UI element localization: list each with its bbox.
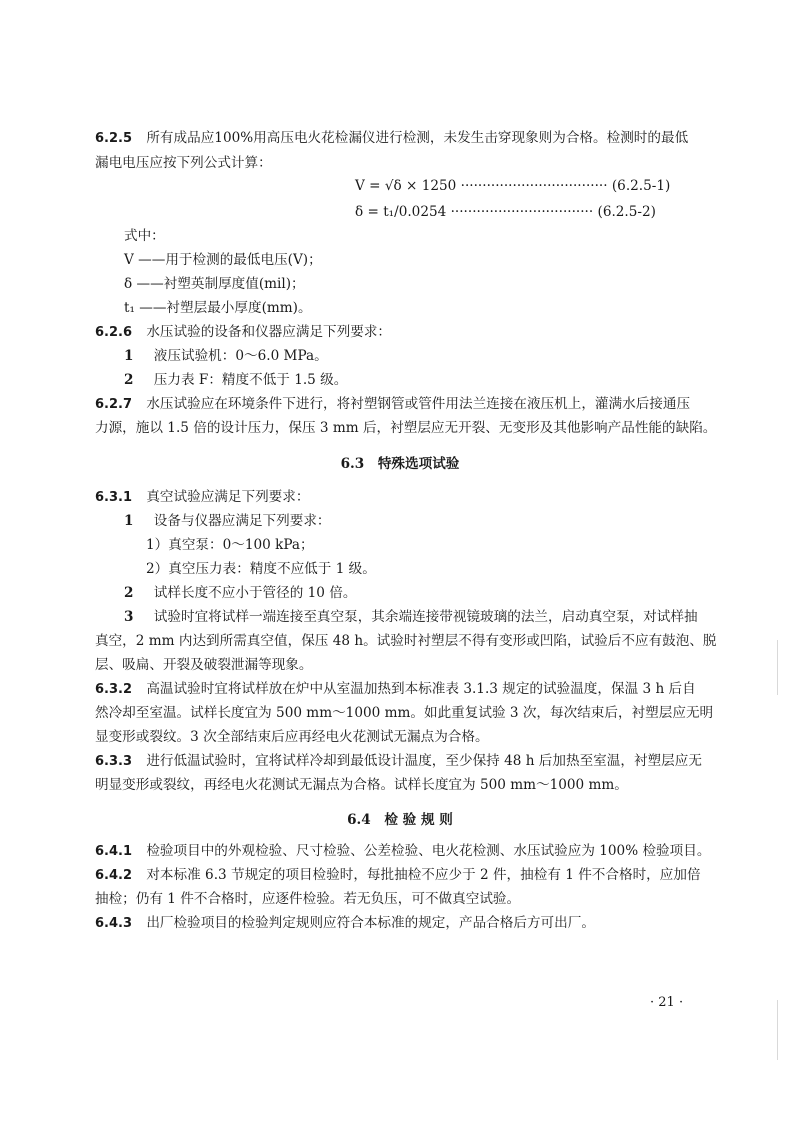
item-text: 设备与仪器应满足下列要求： — [153, 513, 331, 529]
clause-text: 检验项目中的外观检验、尺寸检验、公差检验、电火花检测、水压试验应为 100% 检验项目。 — [146, 843, 711, 859]
clause-text: 出厂检验项目的检验判定规则应符合本标准的规定，产品合格后方可出厂。 — [146, 915, 595, 931]
clause-text-cont: 明显变形或裂纹，再经电火花测试无漏点为合格。试样长度宜为 500 mm～1000 mm。 — [95, 777, 628, 793]
section-heading-6-3: 6.3 特殊选项试验 — [340, 456, 460, 472]
item-text: 压力表 F：精度不低于 1.5 级。 — [153, 372, 348, 388]
clause-text: 所有成品应100%用高压电火花检漏仪进行检测，未发生击穿现象则为合格。检测时的最低 — [146, 130, 689, 146]
clause-6-4-2 — [95, 865, 701, 886]
clause-6-3-1 — [95, 487, 309, 508]
clause-number: 6.3.1 — [95, 490, 133, 505]
clause-6-2-6 — [95, 322, 391, 343]
clause-text: 进行低温试验时，宜将试样冷却到最低设计温度，至少保持 48 h 后加热至室温，衬塑层应无 — [146, 753, 702, 769]
clause-6-3-3 — [95, 751, 702, 772]
clause-text: 对本标准 6.3 节规定的项目检验时，每批抽检不应少于 2 件，抽检有 1 件不合格时，应加倍 — [146, 867, 701, 883]
clause-text-cont: 显变形或裂纹。3 次全部结束后应再经电火花测试无漏点为合格。 — [95, 729, 489, 745]
clause-number: 6.4.3 — [95, 916, 133, 931]
scan-edge-line — [777, 640, 778, 695]
list-item — [124, 370, 347, 390]
page-number: · 21 · — [650, 995, 684, 1010]
scan-edge-line — [777, 1000, 778, 1060]
item-text-cont: 真空，2 mm 内达到所需真空值，保压 48 h。试验时衬塑层不得有变形或凹陷，试验后不应有鼓泡、脱 — [95, 633, 717, 649]
list-item — [124, 346, 328, 366]
variable-delta: δ ——衬塑英制厚度值(mil)； — [124, 276, 305, 292]
item-text: 试样长度不应小于管径的 10 倍。 — [153, 585, 357, 601]
item-text: 液压试验机：0～6.0 MPa。 — [153, 348, 328, 364]
clause-text: 高温试验时宜将试样放在炉中从室温加热到本标准表 3.1.3 规定的试验温度，保温 3 h 后自 — [146, 681, 696, 697]
formula-6-2-5-1: V = √δ × 1250 ·································· (6.2.5-1) — [355, 178, 671, 194]
item-number: 2 — [124, 585, 134, 601]
list-item — [124, 511, 331, 531]
item-text: 试验时宜将试样一端连接至真空泵，其余端连接带视镜玻璃的法兰，启动真空泵，对试样抽 — [153, 609, 698, 625]
clause-number: 6.3.3 — [95, 754, 133, 769]
clause-text-cont: 然冷却至室温。试样长度宜为 500 mm～1000 mm。如此重复试验 3 次，每次结束后，衬塑层应无明 — [95, 705, 714, 721]
clause-6-3-2 — [95, 679, 696, 700]
clause-number: 6.2.5 — [95, 131, 133, 146]
sub-item: 2）真空压力表：精度不应低于 1 级。 — [146, 561, 376, 577]
clause-number: 6.2.6 — [95, 325, 133, 340]
variable-t1: t₁ ——衬塑层最小厚度(mm)。 — [124, 300, 312, 316]
item-text-cont: 层、吸扁、开裂及破裂泄漏等现象。 — [95, 657, 313, 673]
clause-number: 6.4.2 — [95, 868, 133, 883]
list-item — [124, 583, 356, 603]
list-item — [124, 607, 698, 627]
item-number: 1 — [124, 348, 134, 364]
clause-6-4-3 — [95, 913, 595, 934]
clause-number: 6.3.2 — [95, 682, 133, 697]
clause-text-cont: 力源，施以 1.5 倍的设计压力，保压 3 mm 后，衬塑层应无开裂、无变形及其他影响产品性能的缺陷。 — [95, 420, 717, 436]
clause-6-4-1 — [95, 841, 710, 862]
sub-item: 1）真空泵：0～100 kPa； — [146, 537, 314, 553]
clause-6-2-7 — [95, 394, 690, 415]
item-number: 2 — [124, 372, 134, 388]
clause-number: 6.2.7 — [95, 397, 133, 412]
clause-number: 6.4.1 — [95, 844, 133, 859]
clause-text: 水压试验应在环境条件下进行，将衬塑钢管或管件用法兰连接在液压机上，灌满水后接通压 — [146, 396, 691, 412]
clause-6-2-5 — [95, 128, 688, 149]
section-heading-6-4: 6.4 检 验 规 则 — [347, 812, 453, 828]
where-label: 式中： — [124, 228, 165, 244]
clause-text-cont: 漏电电压应按下列公式计算： — [95, 155, 272, 171]
clause-text: 水压试验的设备和仪器应满足下列要求： — [146, 324, 392, 340]
item-number: 1 — [124, 513, 134, 529]
item-number: 3 — [124, 609, 134, 625]
formula-6-2-5-2: δ = t₁/0.0254 ································· (6.2.5-2) — [355, 204, 656, 220]
clause-text-cont: 抽检；仍有 1 件不合格时，应逐件检验。若无负压，可不做真空试验。 — [95, 891, 521, 907]
variable-v: V ——用于检测的最低电压(V)； — [124, 252, 322, 268]
clause-text: 真空试验应满足下列要求： — [146, 489, 310, 505]
